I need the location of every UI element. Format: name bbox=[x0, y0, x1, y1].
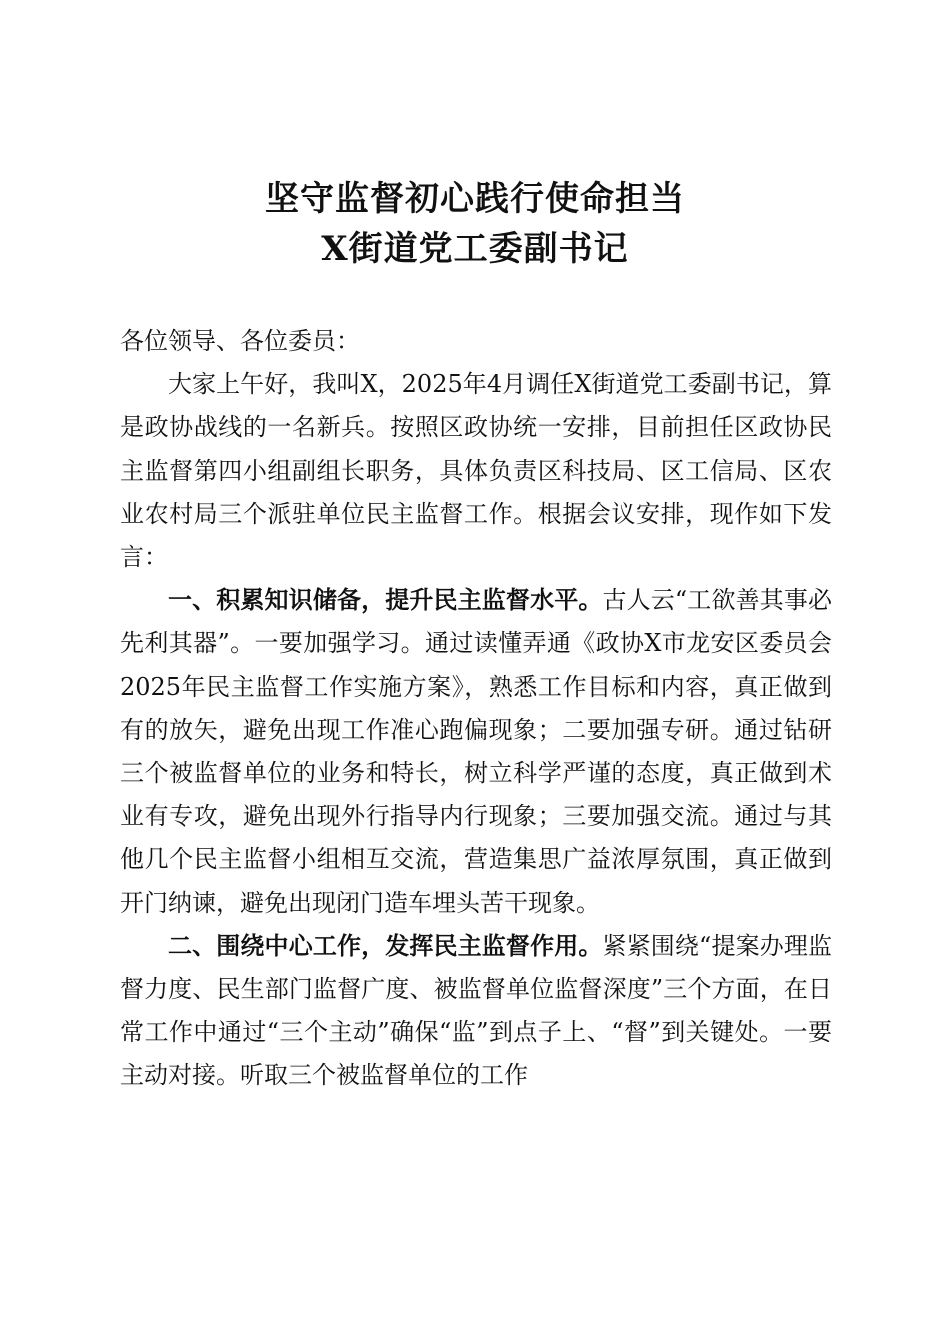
section-paragraph-2 bbox=[120, 925, 832, 1098]
section-paragraph-1 bbox=[120, 579, 832, 925]
section-body-2: 紧紧围绕“提案办理监督力度、民生部门监督广度、被监督单位监督深度”三个方面，在日常工作中通过“三个主动”确保“监”到点子上、“督”到关键处。一要主动对接。听取三个被监督单位的工作 bbox=[120, 931, 832, 1090]
section-heading-2: 二、围绕中心工作，发挥民主监督作用。 bbox=[168, 931, 603, 960]
document-subtitle: X街道党工委副书记 bbox=[321, 229, 629, 269]
intro-paragraph: 大家上午好，我叫X，2025年4月调任X街道党工委副书记，算是政协战线的一名新兵。按照区政协统一安排，目前担任区政协民主监督第四小组副组长职务，具体负责区科技局、区工信局、区农业农村局三个派驻单位民主监督工作。根据会议安排，现作如下发言： bbox=[120, 370, 832, 572]
section-body-1: 古人云“工欲善其事必先利其器”。一要加强学习。通过读懂弄通《政协X市龙安区委员会2025年民主监督工作实施方案》，熟悉工作目标和内容，真正做到有的放矢，避免出现工作准心跑偏现象；二要加强专研。通过钻研三个被监督单位的业务和特长，树立科学严谨的态度，真正做到术业有专攻，避免出现外行指导内行现象；三要加强交流。通过与其他几个民主监督小组相互交流，营造集思广益浓厚氛围，真正做到开门纳谏，避免出现闭门造车埋头苦干现象。 bbox=[120, 586, 832, 917]
salutation: 各位领导、各位委员： bbox=[120, 327, 360, 355]
title-block bbox=[0, 174, 950, 274]
section-heading-1: 一、积累知识储备，提升民主监督水平。 bbox=[168, 586, 603, 615]
document-body bbox=[120, 320, 832, 1098]
document-title: 坚守监督初心践行使命担当 bbox=[265, 179, 685, 219]
